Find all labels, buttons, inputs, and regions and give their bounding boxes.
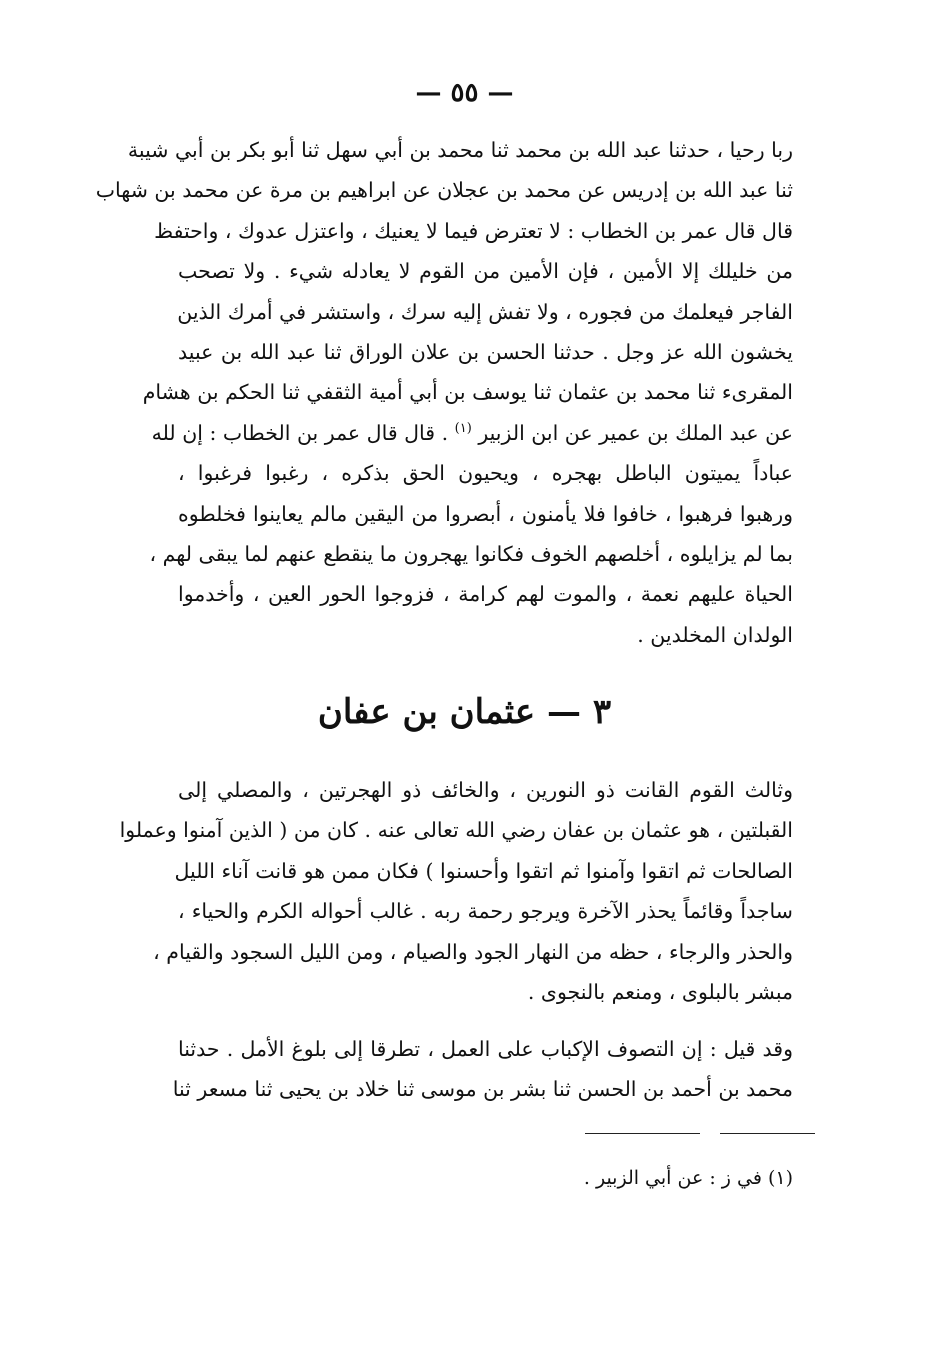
text-line: عباداً يميتون الباطل بهجره ، ويحيون الحق بذكره ، رغبوا فرغبوا ، [178,461,793,486]
text-line: ساجداً وقائماً يحذر الآخرة ويرجو رحمة ربه . غالب أحواله الكرم والحياء ، [178,899,793,924]
text-line: قال قال عمر بن الخطاب : لا تعترض فيما لا يعنيك ، واعتزل عدوك ، واحتفظ [154,218,793,243]
paragraph-2 [119,770,793,1012]
paragraph-3 [172,1029,793,1110]
text-line: بما لم يزايلوه ، أخلصهم الخوف فكانوا يهجرون ما ينقطع عنهم لما يبقى لهم ، [149,541,793,566]
text-line: الحياة عليهم نعمة ، والموت لهم كرامة ، فزوجوا الحور العين ، وأخدموا [178,582,793,607]
page-number: — ٥٥ — [415,78,514,108]
section-heading: ٣ — عثمان بن عفان [317,692,612,732]
text-fragment: . قال قال عمر بن الخطاب : إن لله [151,420,449,445]
text-line: الولدان المخلدين . [637,622,793,647]
text-fragment: عن عبد الملك بن عمير عن ابن الزبير [478,420,793,445]
footnote-divider [720,1133,815,1134]
footnote: (١) في ز : عن أبي الزبير . [583,1167,793,1189]
text-line: محمد بن أحمد بن الحسن ثنا بشر بن موسى ثنا خلاد بن يحيى ثنا مسعر ثنا [172,1077,793,1102]
text-line: ورهبوا فرهبوا ، خافوا فلا يأمنون ، أبصروا من اليقين مالم يعاينوا فخلطوه [178,501,793,526]
text-line: القبلتين ، هو عثمان بن عفان رضي الله تعالى عنه . كان من ( الذين آمنوا وعملوا [119,818,793,843]
text-line: وقد قيل : إن التصوف الإكباب على العمل ، تطرقا إلى بلوغ الأمل . حدثنا [178,1037,793,1061]
text-line: الصالحات ثم اتقوا وآمنوا ثم اتقوا وأحسنوا ) فكان ممن هو قانت آناء الليل [174,858,793,883]
text-line: مبشر بالبلوى ، ومنعم بالنجوى . [527,979,793,1004]
text-line: والحذر والرجاء ، حظه من النهار الجود والصيام ، ومن الليل السجود والقيام ، [153,939,793,964]
text-line: المقرىء ثنا محمد بن عثمان ثنا يوسف بن أبي أمية الثقفي ثنا الحكم بن هشام [142,380,793,405]
text-line: ربا رحيا ، حدثنا عبد الله بن محمد ثنا محمد بن أبي سهل ثنا أبو بكر بن أبي شيبة [127,138,793,162]
footnote-marker: (١) [454,420,472,436]
text-line: يخشون الله عز وجل . حدثنا الحسن بن علان الوراق ثنا عبد الله بن عبيد [178,339,793,364]
text-line: من خليلك إلا الأمين ، فإن الأمين من القوم لا يعادله شيء . ولا تصحب [178,259,793,284]
text-line-with-note [151,413,793,453]
text-line: الفاجر فيعلمك من فجوره ، ولا تفش إليه سرك ، واستشر في أمرك الذين [177,299,793,324]
footnote-divider [585,1133,700,1134]
text-line: وثالث القوم القانت ذو النورين ، والخائف ذو الهجرتين ، والمصلي إلى [178,778,793,802]
paragraph-1 [95,130,793,655]
text-line: ثنا عبد الله بن إدريس عن محمد بن عجلان عن ابراهيم بن مرة عن محمد بن شهاب [95,178,793,203]
